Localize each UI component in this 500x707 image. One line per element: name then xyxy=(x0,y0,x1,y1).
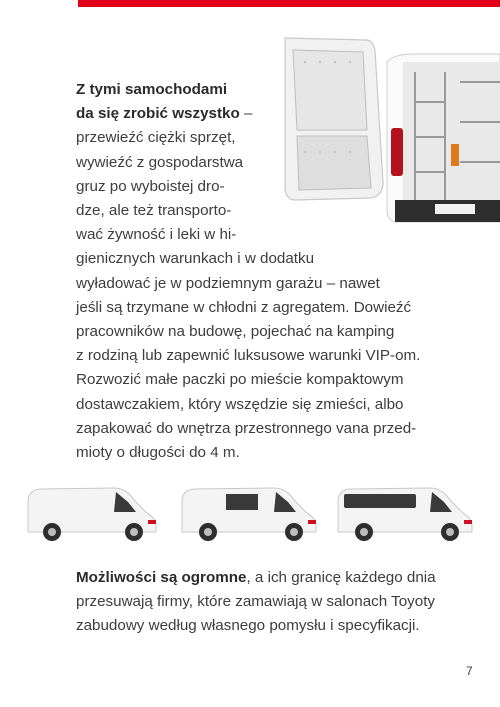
van-variants-row xyxy=(0,480,500,550)
intro-line: wyładować je w podziemnym garażu – nawet xyxy=(76,274,380,292)
intro-line: przewieźć ciężki sprzęt, xyxy=(76,129,236,147)
crew-cab-van-image xyxy=(178,480,322,544)
intro-line: gruz po wyboistej dro- xyxy=(76,177,225,195)
intro-bold-line-2 xyxy=(76,102,420,126)
intro-line: dze, ale też transporto- xyxy=(76,202,232,220)
closing-line-1 xyxy=(76,566,436,590)
closing-line-3: zabudowy według własnego pomysłu i specyfikacji. xyxy=(76,617,420,635)
intro-bold-text: da się zrobić wszystko xyxy=(76,105,240,123)
intro-line: mioty o długości do 4 m. xyxy=(76,444,240,462)
intro-dash: – xyxy=(239,105,253,123)
intro-bold-line-1: Z tymi samochodami xyxy=(76,81,228,98)
passenger-van-icon xyxy=(334,480,478,544)
page-number: 7 xyxy=(466,664,473,678)
crew-cab-van-icon xyxy=(178,480,322,544)
top-accent-bar xyxy=(78,0,500,7)
passenger-van-image xyxy=(334,480,478,544)
panel-van-icon xyxy=(22,480,162,544)
closing-paragraph xyxy=(76,566,436,639)
closing-line-2: przesuwają firmy, które zamawiają w salonach Toyoty xyxy=(76,593,436,611)
intro-line: jeśli są trzymane w chłodni z agregatem. Dowieźć xyxy=(76,298,412,316)
closing-line-1-rest: , a ich granicę każdego dnia xyxy=(246,569,436,586)
panel-van-image xyxy=(22,480,162,544)
closing-bold-text: Możliwości są ogromne xyxy=(76,569,247,586)
intro-paragraph xyxy=(76,78,420,465)
intro-line: wać żywność i leki w hi- xyxy=(76,226,237,244)
intro-line: dostawczakiem, który wszędzie się zmieści, albo xyxy=(76,395,404,413)
intro-line: zapakować do wnętrza przestronnego vana przed- xyxy=(76,419,417,437)
intro-line: wywieźć z gospodarstwa xyxy=(76,153,244,171)
intro-line: pracowników na budowę, pojechać na kamping xyxy=(76,323,395,341)
intro-line: Rozwozić małe paczki po mieście kompaktowym xyxy=(76,371,404,389)
intro-line: z rodziną lub zapewnić luksusowe warunki VIP-om. xyxy=(76,347,421,365)
intro-line: gienicznych warunkach i w dodatku xyxy=(76,250,315,268)
